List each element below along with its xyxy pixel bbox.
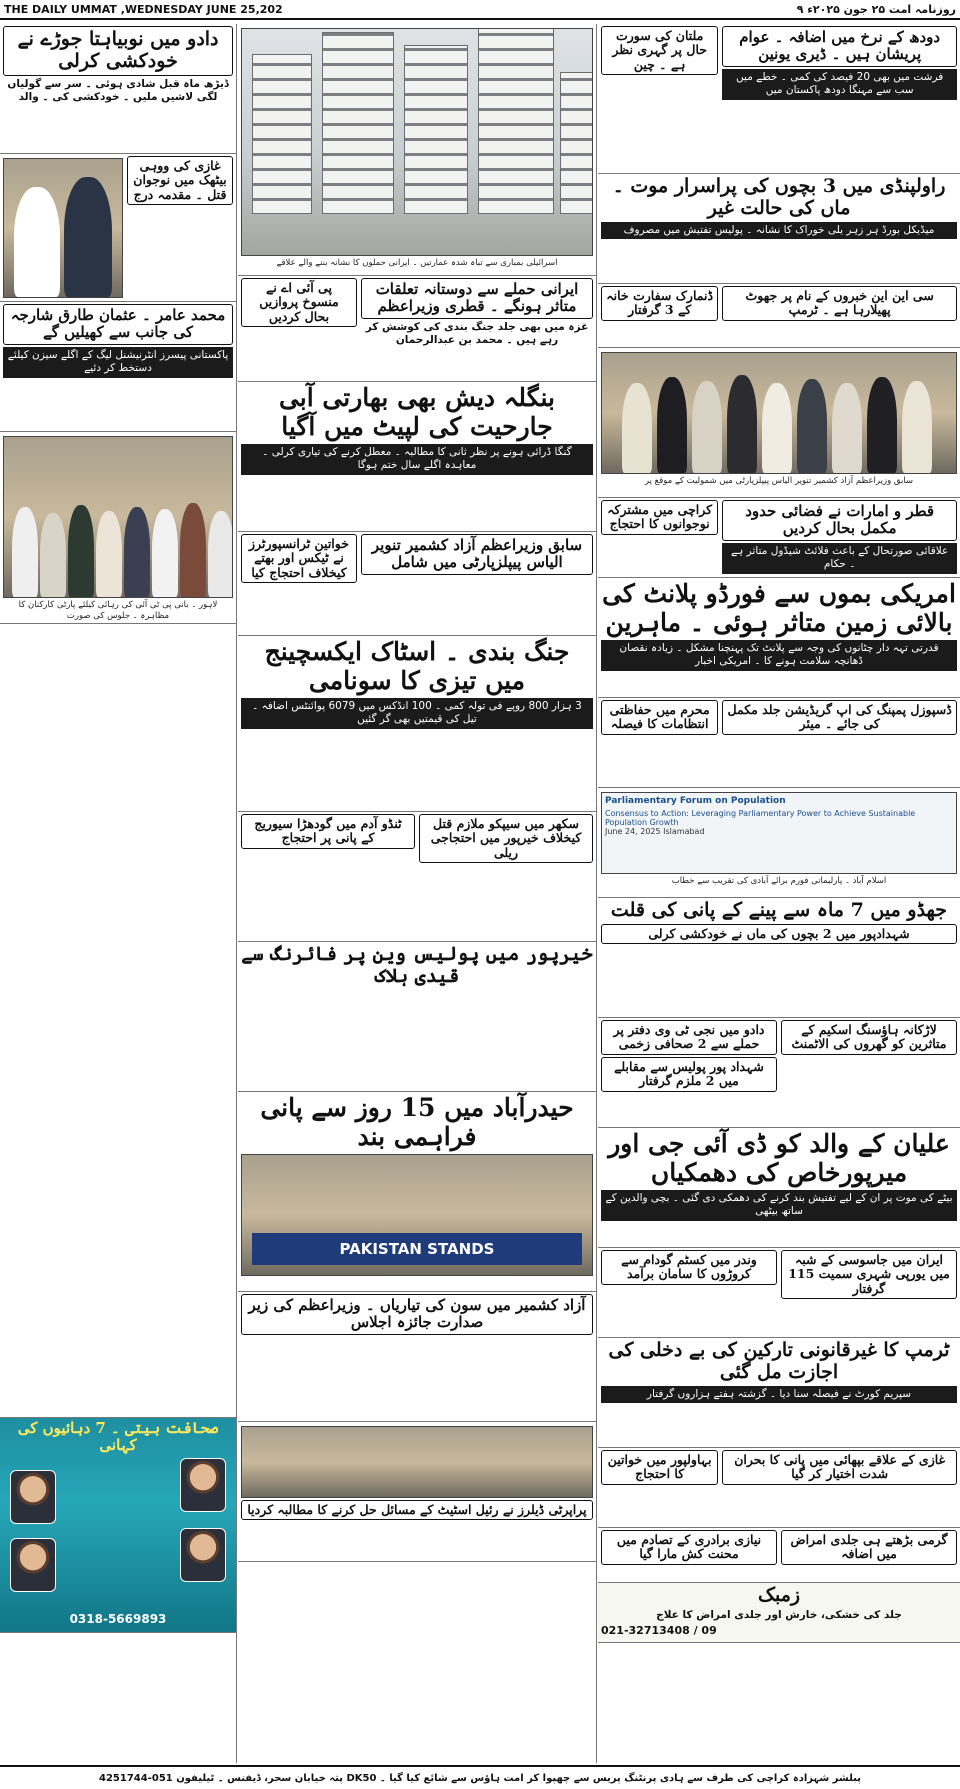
story-body bbox=[241, 990, 593, 1002]
story-iran-spies bbox=[598, 1248, 960, 1338]
headline: محمد عامر ۔ عثمان طارق شارجہ کی جانب سے کھیلیں گے bbox=[3, 304, 233, 345]
story-qatar-airspace bbox=[598, 498, 960, 578]
story-rawalpindi-children bbox=[598, 174, 960, 284]
headline: غازی کی ووہی بیٹھک میں نوجوان قتل ۔ مقدمہ درج bbox=[127, 156, 233, 205]
subheadline: سپریم کورٹ نے فیصلہ سنا دیا ۔ گزشتہ ہفتے ہزاروں گرفتار bbox=[601, 1386, 957, 1404]
masthead-english-date: THE DAILY UMMAT ,WEDNESDAY JUNE 25,202 bbox=[4, 2, 283, 16]
headline: ایرانی حملے سے دوستانہ تعلقات متاثر ہونگے ۔ قطری وزیراعظم bbox=[361, 278, 593, 319]
story-milk-prices bbox=[598, 24, 960, 174]
column-right bbox=[598, 24, 960, 1763]
portrait-icon bbox=[10, 1538, 56, 1592]
headline: پراپرٹی ڈیلرز نے رئیل اسٹیٹ کے مسائل حل کرنے کا مطالبہ کردیا bbox=[241, 1500, 593, 1520]
story-fordow bbox=[598, 578, 960, 698]
subheadline: علاقائی صورتحال کے باعث فلائٹ شیڈول متاثر ہے ۔ حکام bbox=[722, 543, 957, 574]
headline: شہداد پور پولیس سے مقابلے میں 2 ملزم گرفتار bbox=[601, 1057, 777, 1092]
headline: ڈسپوزل پمپنگ کی اپ گریڈیشن جلد مکمل کی جائے ۔ میئر bbox=[722, 700, 957, 735]
story-trump-deport bbox=[598, 1338, 960, 1448]
headline: ڈنمارک سفارت خانہ کے 3 گرفتار bbox=[601, 286, 718, 321]
headline: کراچی میں مشترکہ نوجوانوں کا احتجاج bbox=[601, 500, 718, 535]
headline: دادو میں نجی ٹی وی دفتر پر حملے سے 2 صحافی زخمی bbox=[601, 1020, 777, 1055]
photo-caption: اسلام آباد ۔ پارلیمانی فورم برائے آبادی کی تقریب سے خطاب bbox=[671, 876, 887, 886]
headline: دادو میں نوبیاہتا جوڑے نے خودکشی کرلی bbox=[3, 26, 233, 76]
story-ppp-joining bbox=[598, 348, 960, 498]
story-khairpur-police bbox=[238, 942, 596, 1092]
headline: جنگ بندی ۔ اسٹاک ایکسچینج میں تیزی کا سونامی bbox=[264, 637, 570, 695]
story-disposal-pumping bbox=[598, 698, 960, 788]
story-tanveer-ilyas bbox=[238, 532, 596, 636]
rally-photo: PAKISTAN STANDS bbox=[241, 1154, 593, 1276]
story-jhuddo-water bbox=[598, 898, 960, 1018]
subheadline: پاکستانی پیسرز انٹرنیشنل لیگ کے اگلے سیزن کیلئے دستخط کر دئیے bbox=[3, 347, 233, 378]
ad-zambuk bbox=[598, 1583, 960, 1643]
headline: گرمی بڑھتے ہی جلدی امراض میں اضافہ bbox=[781, 1530, 957, 1565]
portrait-icon bbox=[180, 1458, 226, 1512]
headline: آزاد کشمیر میں سون کی تیاریاں ۔ وزیراعظم کی زیر صدارت جائزہ اجلاس bbox=[241, 1294, 593, 1335]
portrait-icon bbox=[180, 1528, 226, 1582]
headline: سی این این خبروں کے نام پر جھوٹ پھیلارہا ہے ۔ ٹرمپ bbox=[722, 286, 957, 321]
story-property-dealers bbox=[238, 1422, 596, 1562]
story-hyderabad-water bbox=[238, 1092, 596, 1292]
headline: وندر میں کسٹم گودام سے کروڑوں کا سامان برآمد bbox=[601, 1250, 777, 1285]
headline: بنگلہ دیش بھی بھارتی آبی جارحیت کی لپیٹ میں آگیا bbox=[278, 383, 556, 441]
story-body bbox=[3, 626, 233, 638]
ad-phone: 021-32713408 / 09 bbox=[601, 1624, 717, 1638]
story-dadu-couple bbox=[0, 24, 236, 154]
headline: سکھر میں سیپکو ملازم قتل کیخلاف خیرپور میں احتجاجی ریلی bbox=[419, 814, 593, 863]
photo-caption: اسرائیلی بمباری سے تباہ شدہ عمارتیں ۔ ایرانی حملوں کا نشانہ بننے والے علاقے bbox=[276, 258, 558, 268]
photo-caption: سابق وزیراعظم آزاد کشمیر تنویر الیاس پیپلزپارٹی میں شمولیت کے موقع پر bbox=[644, 476, 914, 486]
story-ajk-meeting bbox=[238, 1292, 596, 1422]
subheadline: قدرتی تہہ دار چٹانوں کی وجہ سے پلانٹ تک پہنچنا مشکل ۔ زیادہ نقصان ڈھانچہ سلامت ہونے کا ۔ امریکی اخبار bbox=[601, 640, 957, 671]
story-ghazi-murder bbox=[0, 154, 236, 302]
headline: غازی کے علاقے بپھائی میں پانی کا بحران شدت اختیار کر گیا bbox=[722, 1450, 957, 1485]
subheadline: گنگا ڈرائی ہونے پر نظر ثانی کا مطالبہ ۔ معطل کرنے کی تیاری کرلی ۔ معاہدہ اگلے سال ختم ہوگا bbox=[241, 444, 593, 475]
masthead-urdu-date: روزنامہ امت ۲۵ جون ۲۰۲۵ء ۹ bbox=[796, 2, 956, 16]
column-center-left bbox=[238, 24, 597, 1763]
headline: ٹنڈو آدم میں گودھڑا سیوریج کے پانی پر احتجاج bbox=[241, 814, 415, 849]
headline: سابق وزیراعظم آزاد کشمیر تنویر الیاس پیپلزپارٹی میں شامل bbox=[361, 534, 593, 575]
story-protest-photo bbox=[0, 432, 236, 624]
headline: ایران میں جاسوسی کے شبہ میں یورپی شہری سمیت 115 گرفتار bbox=[781, 1250, 957, 1299]
conference-subtitle: Consensus to Action: Leveraging Parliamentary Power to Achieve Sustainable Population Growth bbox=[605, 809, 916, 827]
subheadline: میڈیکل بورڈ ہر زہر یلی خوراک کا نشانہ ۔ پولیس تفتیش میں مصروف bbox=[601, 222, 957, 240]
subheadline: فرشت میں بھی 20 فیصد کی کمی ۔ خطے میں سب سے مہنگا دودھ پاکستان میں bbox=[722, 69, 957, 100]
story-filler bbox=[0, 624, 236, 1418]
headline: دودھ کے نرخ میں اضافہ ۔ عوام پریشان ہیں ۔ ڈیری یونین bbox=[722, 26, 957, 67]
story-stock-exchange bbox=[238, 636, 596, 812]
headline: خیرپور میں پولیس وین پر فائرنگ سے قیدی ہلاک bbox=[241, 943, 593, 987]
portrait-icon bbox=[10, 1470, 56, 1524]
story-cricketers bbox=[0, 302, 236, 432]
headline: لاڑکانہ ہاؤسنگ اسکیم کے متاثرین کو گھروں کی الاٹمنٹ bbox=[781, 1020, 957, 1055]
subheadline: غزہ میں بھی جلد جنگ بندی کی کوشش کر رہے ہیں ۔ محمد بن عبدالرحمان bbox=[365, 320, 589, 347]
conference-title: Parliamentary Forum on Population bbox=[605, 796, 786, 806]
headline: شہدادپور میں 2 بچوں کی ماں نے خودکشی کرلی bbox=[601, 924, 957, 944]
story-qatar-pm bbox=[238, 276, 596, 382]
story-tando-adam bbox=[238, 812, 596, 942]
story-bangladesh-water bbox=[238, 382, 596, 532]
column-left bbox=[0, 24, 237, 1763]
story-population-forum bbox=[598, 788, 960, 898]
protest-photo bbox=[3, 436, 233, 598]
headline: قطر و امارات نے فضائی حدود مکمل بحال کردیں bbox=[722, 500, 957, 541]
subheadline: 3 ہزار 800 روپے فی تولہ کمی ۔ 100 انڈکس میں 6079 پوائنٹس اضافہ ۔ تیل کی قیمتیں بھی گر گئیں bbox=[241, 698, 593, 729]
ad-brand: زمبک bbox=[757, 1584, 801, 1606]
story-aliyan bbox=[598, 1128, 960, 1248]
headline: راولپنڈی میں 3 بچوں کی پراسرار موت ۔ ماں کی حالت غیر bbox=[612, 175, 946, 219]
headline: ملتان کی سورت حال پر گہری نظر ہے ۔ چین bbox=[601, 26, 718, 75]
page-footer: پبلشر شہزادہ کراچی کی طرف سے ہادی پرنٹنگ پریس سے چھپوا کر امت ہاؤس سے شائع کیا گیا ۔ DK50 پتہ خیابان سحر، ڈیفنس ۔ ٹیلیفون 051-4251744 bbox=[0, 1765, 960, 1789]
buildings-photo bbox=[241, 28, 593, 256]
subheadline: بیٹے کی موت پر ان کے لیے تفتیش بند کرنے کی دھمکی دی گئی ۔ بچی والدین کے ساتھ بیٹھی bbox=[601, 1190, 957, 1221]
ad-tagline: جلد کی خشکی، خارش اور جلدی امراض کا علاج bbox=[656, 1608, 902, 1621]
story-body bbox=[3, 107, 233, 119]
ad-phone: 0318-5669893 bbox=[69, 1612, 167, 1626]
story-israel-buildings bbox=[238, 24, 596, 276]
headline: پی آئی اے نے منسوخ پروازیں بحال کردیں bbox=[241, 278, 357, 327]
masthead bbox=[0, 0, 960, 20]
headline: محرم میں حفاظتی انتظامات کا فیصلہ bbox=[601, 700, 718, 735]
headline: ٹرمپ کا غیرقانونی تارکین کی بے دخلی کی اجازت مل گئی bbox=[608, 1339, 950, 1383]
headline: حیدرآباد میں 15 روز سے پانی فراہمی بند bbox=[260, 1093, 574, 1151]
subheadline: ڈیڑھ ماہ قبل شادی ہوئی ۔ سر سے گولیاں لگی لاشیں ملیں ۔ خودکشی کی ۔ والد bbox=[7, 77, 229, 104]
group-photo bbox=[601, 352, 957, 474]
headline: امریکی بموں سے فورڈو پلانٹ کی بالائی زمین متاثر ہوئی ۔ ماہرین bbox=[602, 579, 956, 637]
headline: علیان کے والد کو ڈی آئی جی اور میرپورخاص کی دھمکیاں bbox=[608, 1129, 950, 1187]
conference-photo bbox=[601, 792, 957, 874]
ad-sahafat-beeti bbox=[0, 1418, 236, 1633]
story-ghazi-water bbox=[598, 1448, 960, 1528]
headline: جھڈو میں 7 ماہ سے پینے کے پانی کی قلت bbox=[610, 899, 948, 921]
headline: نیازی برادری کے تصادم میں محنت کش مارا گیا bbox=[601, 1530, 777, 1565]
meeting-photo bbox=[241, 1426, 593, 1498]
story-skin-disease bbox=[598, 1528, 960, 1583]
headline: بہاولپور میں خواتین کا احتجاج bbox=[601, 1450, 718, 1485]
news-photo bbox=[3, 158, 123, 298]
story-trump-cnn bbox=[598, 284, 960, 348]
headline: خواتین ٹرانسپورٹرز نے ٹیکس اور بھتے کیخلاف احتجاج کیا bbox=[241, 534, 357, 583]
photo-caption: لاہور ۔ بانی پی ٹی آئی کی رہائی کیلئے پارٹی کارکنان کا مظاہرہ ۔ جلوس کی صورت bbox=[18, 600, 218, 622]
conference-date: June 24, 2025 Islamabad bbox=[605, 827, 705, 836]
ad-title: صحافت بیتی ۔ 7 دہائیوں کی کہانی bbox=[17, 1419, 219, 1455]
story-larkana-housing bbox=[598, 1018, 960, 1128]
